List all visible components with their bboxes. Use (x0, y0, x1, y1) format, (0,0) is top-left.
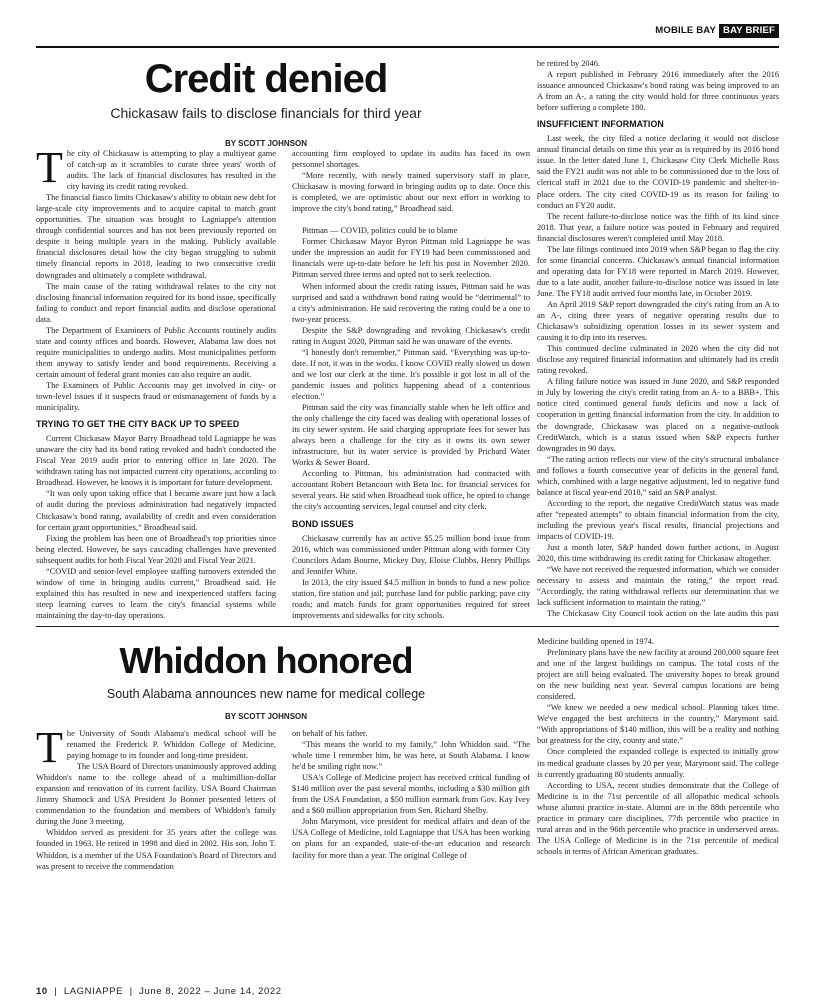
article2-byline: BY SCOTT JOHNSON (224, 712, 308, 721)
body-paragraph (36, 148, 276, 192)
page-number: 10 (36, 986, 48, 997)
body-paragraph: A filing failure notice was issued in June 2020, and S&P responded in July by lowering the city's credit rating from an A- to a BBB+. This notice cited continued general funds deficits and now a lack of cooperation in getting financial information from the city. In addition to the downgrade, Chickasaw was placed on a negative-outlook CreditWatch, which is a status issued when S&P expects further downgrades in 90 days. (537, 377, 779, 453)
body-paragraph: “More recently, with newly trained supervisory staff in place, Chickasaw is moving forward in bringing audits up to date. Once this is completed, we are optimistic about our next effort in working to improve the city's bond rating,” Broadhead said. (292, 171, 530, 214)
body-paragraph: “I honestly don't remember,” Pittman said. “Everything was up-to-date. If not, it was in the works. I know COVID really slowed us down and we lost our clerk at the time. It's possible it got lost in all of the pandemic issues and politics happening ahead of a contentious election.” (292, 347, 530, 401)
article1-column-1 (36, 148, 276, 620)
body-paragraph: “It was only upon taking office that I became aware just how a lack of audit during the previous administration had negatively impacted Chickasaw's bond rating, availability of credit and even consideration for certain grant opportunities,” Broadhead said. (36, 489, 276, 532)
body-paragraph: A report published in February 2016 immediately after the 2016 issuance announced Chickasaw's bond rating was being improved to an A from an A-, a rating the city would hold for three continuous years before suffering a complete 180. (537, 70, 779, 113)
body-paragraph: The financial fiasco limits Chickasaw's ability to obtain new debt for large-scale city improvements and to acquire capital to match grant opportunities. The situation was brought to Lagniappe's attention through confidential sources and has not been previously reported on despite it being multiple years in the making. Publicly available financial disclosures detail how the city began struggling to submit timely financial reports in 2018, leading to two consecutive credit downgrades and ultimately a complete withdrawal. (36, 193, 276, 280)
body-paragraph: The Examiners of Public Accounts may get involved in city- or town-level issues if it suspects fraud or mismanagement of funds by a municipality. (36, 380, 276, 413)
body-paragraph: “We knew we needed a new medical school. Planning takes time. We've engaged the best architects in the country,” Marymont said. “With appropriations of $140 million, this will be a reality and nothing but greatness for the city, county and state.” (537, 703, 779, 746)
body-paragraph: Last week, the city filed a notice declaring it would not disclose annual financial details on time this year as is required by its 2016 bond issue. In the letter dated June 1, Chickasaw City Clerk Michelle Ross said the FY21 audit was not able to be commissioned due to the loss of clerical staff in 2021 due to the COVID-19 pandemic and shelter-in-place orders. The city cited COVID-19 as its reason for failing to conduct an FY20 audit. (537, 134, 779, 210)
body-paragraph: Preliminary plans have the new facility at around 200,000 square feet and one of the largest buildings on campus. The total costs of the project are still being evaluated. The university hopes to break ground on the new building next year. Several campus locations are being considered. (537, 648, 779, 702)
body-paragraph: According to Pittman, his administration had contracted with accountant Robert Betancourt with Beta Inc. for financial services for several years. He said when Broadhead took office, he opted to change the city's accounting services, legal counsel and city clerk. (292, 469, 530, 512)
body-paragraph: John Marymont, vice president for medical affairs and dean of the USA College of Medicine, told Lagniappe that USA has been working on plans for an expanded, state-of-the-art education and research facility for more than a year. The original College of (292, 817, 530, 860)
body-paragraph: The Department of Examiners of Public Accounts routinely audits state and county offices and boards. However, Alabama law does not require municipalities to undergo audits. Most municipalities perform them anyway to satisfy lender and bond requirements. Receiving a certain amount of federal grant monies can also require an audit. (36, 325, 276, 379)
body-paragraph: Whiddon served as president for 35 years after the college was founded in 1963. He retired in 1998 and died in 2002. His son, John T. Whiddon, is a member of the USA Foundation's Board of Directors and was present to receive the commendation (36, 828, 276, 871)
body-paragraph (36, 728, 276, 772)
body-paragraph: According to USA, recent studies demonstrate that the College of Medicine is in the 71st percentile of all allopathic medical schools whose alumni practice in-state. Alumni are in the 88th percentile who practice in primary care disciplines, 77th percentile who practice in rural areas and in the 96th percentile who practice in underserved areas. The USA College of Medicine is in the 71st percentile of medical schools in terms of African American graduates. (537, 780, 779, 856)
footer-divider: | (126, 986, 136, 997)
article2-subhead: South Alabama announces new name for medical college (106, 687, 426, 701)
body-paragraph: An April 2019 S&P report downgraded the city's rating from an A to an A-, citing three years of negative operating results due to Chickasaw's subsidizing operation losses in its sewer system and causing it to dip into its reserves. (537, 299, 779, 343)
article1-headline: Credit denied (144, 57, 388, 101)
body-paragraph: be retired by 2046. (537, 59, 601, 68)
drop-cap: T (36, 148, 63, 192)
body-paragraph: Chickasaw currently has an active $5.25 million bond issue from 2016, which was commissioned under Pittman along with former City Councilors Adam Bourne, Mickey Day, Eloise Clubbs, Henry Phillips and Jennifer White. (292, 533, 530, 576)
article1-column-2 (292, 148, 530, 620)
article1-byline: BY SCOTT JOHNSON (224, 139, 308, 148)
body-paragraph: Medicine building opened in 1974. (537, 637, 655, 646)
body-paragraph: The late filings continued into 2019 when S&P began to flag the city for some financial concerns. Chickasaw's annual financial information and operating data for FY18 were reported in March 2019. However, due to a late audit, another failure-to-disclose notice was issued in late June. The FY18 audit arrived four months late, in October 2019. (537, 244, 779, 298)
body-paragraph: Former Chickasaw Mayor Byron Pittman told Lagniappe he was under the impression an audit for FY19 had been commissioned and financials were up-to-date before he left his post in November 2020. Pittman served three terms and opted not to seek reelection. (292, 237, 530, 280)
body-paragraph: Just a month later, S&P handed down further actions, in August 2020, this time withdrawing its credit rating for Chickasaw altogether. (537, 543, 779, 564)
article-separator (36, 626, 779, 627)
body-paragraph: Current Chickasaw Mayor Barry Broadhead told Lagniappe he was unaware the city had its bond rating revoked and hadn't conducted the Fiscal Year 2019 audit prior to entering office in late 2020. The withdrawn rating has not impacted current city operations, according to Broadhead. However, he knows it is important for future development. (36, 434, 276, 488)
body-paragraph: Despite the S&P downgrading and revoking Chickasaw's credit rating in August 2020, Pittman said he was unaware of the events. (292, 325, 530, 346)
body-paragraph: The main cause of the rating withdrawal relates to the city not disclosing financial information required for its bond issue, specifically failing to conduct and report financial audits and disclose operational data. (36, 281, 276, 324)
body-paragraph: According to the report, the negative CreditWatch status was made after “repeated attempts” to obtain financial information from the city, including the previous year's fiscal results, financial projections and impacts of COVID-19. (537, 498, 779, 541)
section-subhead: BOND ISSUES (292, 518, 354, 529)
drop-cap: T (36, 728, 63, 772)
article2-column-2 (292, 728, 530, 973)
body-paragraph: on behalf of his father. (292, 729, 368, 738)
body-paragraph: This continued decline culminated in 2020 when the city did not disclose any required financial information and ultimately had its credit rating revoked. (537, 344, 779, 376)
section-subhead: INSUFFICIENT INFORMATION (537, 119, 664, 130)
paragraph-text: he University of South Alabama's medical school will be renamed the Frederick P. Whiddon College of Medicine, paying homage to its founder and long-time president. (66, 729, 276, 761)
body-paragraph: Once completed the expanded college is expected to initially grow its medical graduate classes by 20 per year, Marymont said. The college is currently graduating 80 students annually. (537, 747, 779, 779)
body-paragraph: The recent failure-to-disclose notice was the fifth of its kind since 2018. That year, a failure notice was posted in February and required financial disclosures weren't completed until May 2018. (537, 211, 779, 243)
section-tag (655, 24, 779, 38)
header-rule (36, 46, 779, 48)
body-paragraph: USA's College of Medicine project has received critical funding of $140 million over the past several months, including a $30 million gift from the USA Foundation, a $50 million earmark from Gov. Kay Ivey and a $60 million appropriation from Sen. Richard Shelby. (292, 773, 530, 816)
body-paragraph: “This means the world to my family,” John Whiddon said. “The whole time I remember him, he was here, at South Alabama. I know he'd be smiling right now.” (292, 740, 530, 772)
article1-subhead: Chickasaw fails to disclose financials for third year (110, 105, 422, 121)
body-paragraph: “We have not received the requested information, which we consider necessary to assess and maintain the rating,” the report read. “Accordingly, the rating withdrawal reflects our determination that we lack sufficient information to maintain the rating.” (537, 565, 779, 608)
article2-column-1 (36, 728, 276, 973)
body-paragraph: accounting firm employed to update its audits has faced its own personnel shortages. (292, 149, 530, 170)
body-paragraph: Pittman said the city was financially stable when he left office and the only challenge the city faced was dealing with operational losses of its city sewer system. He said charging appropriate fees for sewer has always been a challenge for the city as it owns its own sewer infrastructure, but its water service is provided by Prichard Water Works & Sewer Board. (292, 403, 530, 468)
body-paragraph: In 2013, the city issued $4.5 million in bonds to fund a new police station, fire station and jail; purchase land for public parking; pave city roads; and match funds for grant opportunities required for street improvements and sidewalks for city schools. (292, 577, 530, 620)
issue-date-range: June 8, 2022 – June 14, 2022 (139, 986, 282, 997)
page-footer (36, 986, 282, 997)
paragraph-gap (292, 214, 530, 225)
body-paragraph: “COVID and senior-level employee staffing turnovers extended the window of time in bringing audits current,” Broadhead said. He explained this has resulted in new and inexperienced staffers facing steep learning curves to learn the city's financial systems while maintaining the day-to-day operations. (36, 566, 276, 620)
body-paragraph: Fixing the problem has been one of Broadhead's top priorities since being elected. However, he says cascading challenges have prevented subsequent audits for both Fiscal Year 2020 and Fiscal Year 2021. (36, 533, 276, 565)
body-paragraph: The Chickasaw City Council took action on the late audits this past (547, 609, 779, 619)
body-paragraph: When informed about the credit rating issues, Pittman said he was surprised and said a withdrawn bond rating would be “detrimental” to a city's administration. He said recovering the rating could be a one to two-year process. (292, 281, 530, 324)
body-paragraph: Pittman — COVID, politics could be to blame (302, 226, 458, 236)
section-label: MOBILE BAY (655, 25, 717, 36)
body-paragraph: The USA Board of Directors unanimously approved adding Whiddon's name to the college ahead of a multimillion-dollar expansion and renovation of its current facility. USA Board Chairman Jimmy Shumock and USA President Jo Bonner presented letters of commendation to the foundation and members of Whiddon's family during the June 3 meeting. (36, 762, 276, 827)
body-paragraph: “The rating action reflects our view of the city's structural imbalance and follows a fourth consecutive year of deficits in the general fund, which, combined with a large negative adjustment, led to negative fund balance at fiscal year-end 2018,” said an S&P analyst. (537, 454, 779, 497)
brand-label: BAY BRIEF (719, 24, 779, 38)
paragraph-text: he city of Chickasaw is attempting to play a multiyear game of catch-up as it scrambles to curate three years' worth of audits. The lack of financial disclosures has resulted in the city having its credit rating revoked. (66, 149, 276, 192)
publication-name: LAGNIAPPE (63, 986, 124, 997)
article2-headline: Whiddon honored (119, 640, 413, 681)
footer-divider: | (51, 986, 61, 997)
article1-column-3 (537, 58, 779, 620)
section-subhead: TRYING TO GET THE CITY BACK UP TO SPEED (36, 419, 240, 430)
article2-column-3 (537, 636, 779, 973)
